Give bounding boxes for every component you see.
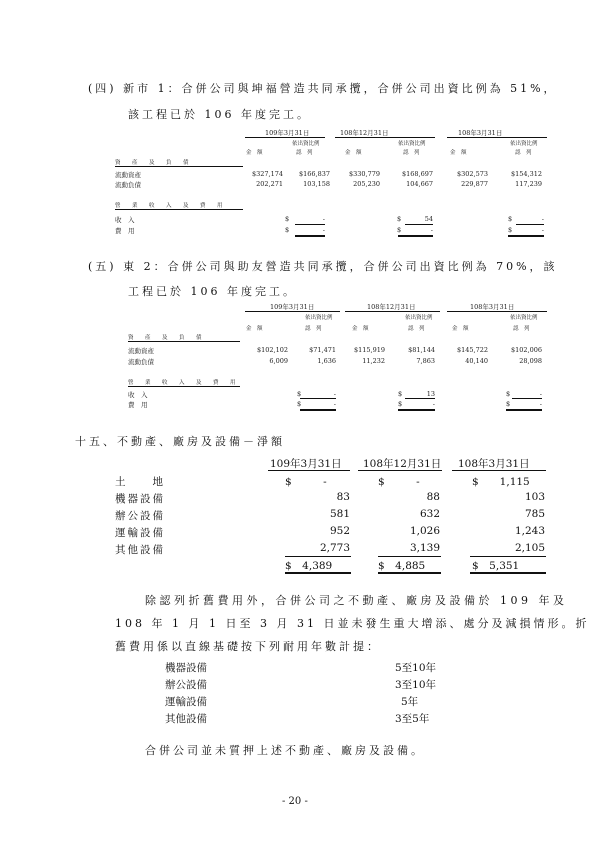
cell: $ - <box>285 476 327 488</box>
cell: $81,144 <box>408 346 435 354</box>
section-4-line2: 該工程已於 106 年度完工。 <box>128 108 311 121</box>
cell: $ <box>506 400 511 408</box>
cell: $102,102 <box>256 346 288 354</box>
life-years: 3至10年 <box>395 679 437 691</box>
cell: $ <box>297 400 302 408</box>
cell: 952 <box>329 525 350 537</box>
cell: 40,140 <box>465 357 488 365</box>
page-number: - 20 - <box>282 796 308 807</box>
col-head: 認 列 <box>513 326 530 332</box>
col-head: 金 額 <box>246 150 263 156</box>
life-label: 機器設備 <box>165 662 207 674</box>
cell: $ <box>506 390 511 398</box>
cell: $ <box>285 226 290 234</box>
cell: 104,667 <box>406 180 433 188</box>
section-4-line1: (四) 新市 1：合併公司與坤福營造共同承攬，合併公司出資比例為 51%， <box>88 82 558 95</box>
col-date: 109年3月31日 <box>265 129 310 137</box>
cell: 785 <box>524 508 545 520</box>
col-date: 108年3月31日 <box>458 458 530 470</box>
cell: 103,158 <box>303 180 330 188</box>
ppe-paragraph-line1: 除認列折舊費用外，合併公司之不動產、廠房及設備於 109 年及 <box>145 594 568 607</box>
cell: 13 <box>426 390 435 398</box>
cell: $ - <box>378 476 420 488</box>
cell: 117,239 <box>515 180 542 188</box>
cell: $ <box>285 215 290 223</box>
cell: 1,636 <box>317 357 336 365</box>
cell: 1,243 <box>514 525 545 537</box>
cell: 7,863 <box>416 357 435 365</box>
cell: 3,139 <box>409 542 440 554</box>
cell: - <box>333 390 336 398</box>
row-label: 費 用 <box>128 401 148 409</box>
ppe-paragraph-line2: 108 年 1 月 1 日至 3 月 31 日並未發生重大增添、處分及減損情形。折 <box>115 617 590 630</box>
cell: $ <box>397 215 402 223</box>
col-date: 108年3月31日 <box>470 303 515 311</box>
row-label: 收 入 <box>115 216 135 224</box>
cell: 88 <box>426 491 440 503</box>
cell: $327,174 <box>251 170 283 178</box>
row-label: 運輸設備 <box>115 527 165 539</box>
row-label: 流動資產 <box>115 171 141 179</box>
col-head: 認 列 <box>408 326 425 332</box>
col-head: 金 額 <box>246 326 263 332</box>
row-label: 收 入 <box>128 391 148 399</box>
life-label: 其他設備 <box>165 713 207 725</box>
row-label: 流動負債 <box>128 358 154 366</box>
ppe-paragraph-line3: 舊費用係以直線基礎按下列耐用年數計提： <box>115 640 381 653</box>
cell: $330,779 <box>348 170 380 178</box>
life-years: 5年 <box>401 696 419 708</box>
col-date: 109年3月31日 <box>270 458 342 470</box>
row-label: 辦公設備 <box>115 510 165 522</box>
cell: - <box>430 226 433 234</box>
life-label: 辦公設備 <box>165 679 207 691</box>
col-sub: 依出資比例 <box>510 315 538 321</box>
cell: $71,471 <box>309 346 336 354</box>
section-5-line2: 工程已於 106 年度完工。 <box>128 285 297 298</box>
cell: 205,230 <box>353 180 380 188</box>
col-date: 108年12月31日 <box>367 303 416 311</box>
cell: - <box>432 400 435 408</box>
col-date: 108年12月31日 <box>340 129 389 137</box>
cell: - <box>333 400 336 408</box>
cell: $ <box>508 215 513 223</box>
cell: 632 <box>419 508 440 520</box>
col-head: 金 額 <box>452 326 469 332</box>
col-head: 金 額 <box>345 150 362 156</box>
section-5-line1: (五) 東 2：合併公司與助友營造共同承攬，合併公司出資比例為 70%，該 <box>88 260 558 273</box>
cell: - <box>322 226 325 234</box>
cell: $ <box>297 390 302 398</box>
sub-head: 營 業 收 入 及 費 用 <box>128 380 239 386</box>
cell: $102,006 <box>510 346 542 354</box>
total-cell: $ 4,389 <box>285 560 333 572</box>
cell: - <box>541 226 544 234</box>
cell: 6,009 <box>269 357 288 365</box>
col-date: 108年3月31日 <box>458 129 503 137</box>
closing-sentence: 合併公司並未質押上述不動產、廠房及設備。 <box>145 744 425 757</box>
cell: $302,573 <box>456 170 488 178</box>
row-head: 資 產 及 負 債 <box>128 335 205 341</box>
col-head: 認 列 <box>296 150 313 156</box>
cell: 83 <box>336 491 350 503</box>
row-label: 機器設備 <box>115 493 165 505</box>
row-label: 流動資產 <box>128 347 154 355</box>
sub-head: 營 業 收 入 及 費 用 <box>115 203 226 209</box>
cell: 229,877 <box>461 180 488 188</box>
section-15-title: 十五、不動產、廠房及設備－淨額 <box>75 435 285 448</box>
row-label: 費 用 <box>115 227 135 235</box>
col-date: 109年3月31日 <box>270 303 315 311</box>
col-sub: 依出資比例 <box>405 315 433 321</box>
col-sub: 依出資比例 <box>510 141 538 147</box>
cell: $ <box>398 400 403 408</box>
row-label: 其他設備 <box>115 544 165 556</box>
cell: - <box>539 400 542 408</box>
col-head: 認 列 <box>403 150 420 156</box>
total-cell: $ 5,351 <box>472 560 520 572</box>
col-head: 金 額 <box>450 150 467 156</box>
cell: 103 <box>524 491 545 503</box>
cell: 202,271 <box>256 180 283 188</box>
col-head: 認 列 <box>305 326 322 332</box>
cell: $145,722 <box>456 346 488 354</box>
cell: $168,697 <box>401 170 433 178</box>
life-label: 運輸設備 <box>165 696 207 708</box>
cell: 54 <box>424 215 433 223</box>
cell: - <box>539 390 542 398</box>
col-sub: 依出資比例 <box>292 141 320 147</box>
cell: 581 <box>329 508 350 520</box>
col-head: 金 額 <box>352 326 369 332</box>
life-years: 3至5年 <box>395 713 430 725</box>
cell: 28,098 <box>519 357 542 365</box>
col-head: 認 列 <box>515 150 532 156</box>
cell: - <box>322 215 325 223</box>
cell: 2,105 <box>514 542 545 554</box>
cell: 1,026 <box>409 525 440 537</box>
col-date: 108年12月31日 <box>363 458 442 470</box>
life-years: 5至10年 <box>395 662 437 674</box>
row-label: 流動負債 <box>115 181 141 189</box>
row-label: 土 地 <box>115 476 165 488</box>
cell: $ <box>508 226 513 234</box>
cell: $ <box>398 390 403 398</box>
cell: - <box>541 215 544 223</box>
col-sub: 依出資比例 <box>398 141 426 147</box>
cell: $ <box>397 226 402 234</box>
total-cell: $ 4,885 <box>378 560 426 572</box>
cell: $166,837 <box>298 170 330 178</box>
cell: $115,919 <box>353 346 385 354</box>
cell: $ 1,115 <box>472 476 530 488</box>
cell: 2,773 <box>319 542 350 554</box>
cell: 11,232 <box>362 357 385 365</box>
row-head: 資 產 及 負 債 <box>115 160 192 166</box>
cell: $154,312 <box>510 170 542 178</box>
col-sub: 依出資比例 <box>305 315 333 321</box>
